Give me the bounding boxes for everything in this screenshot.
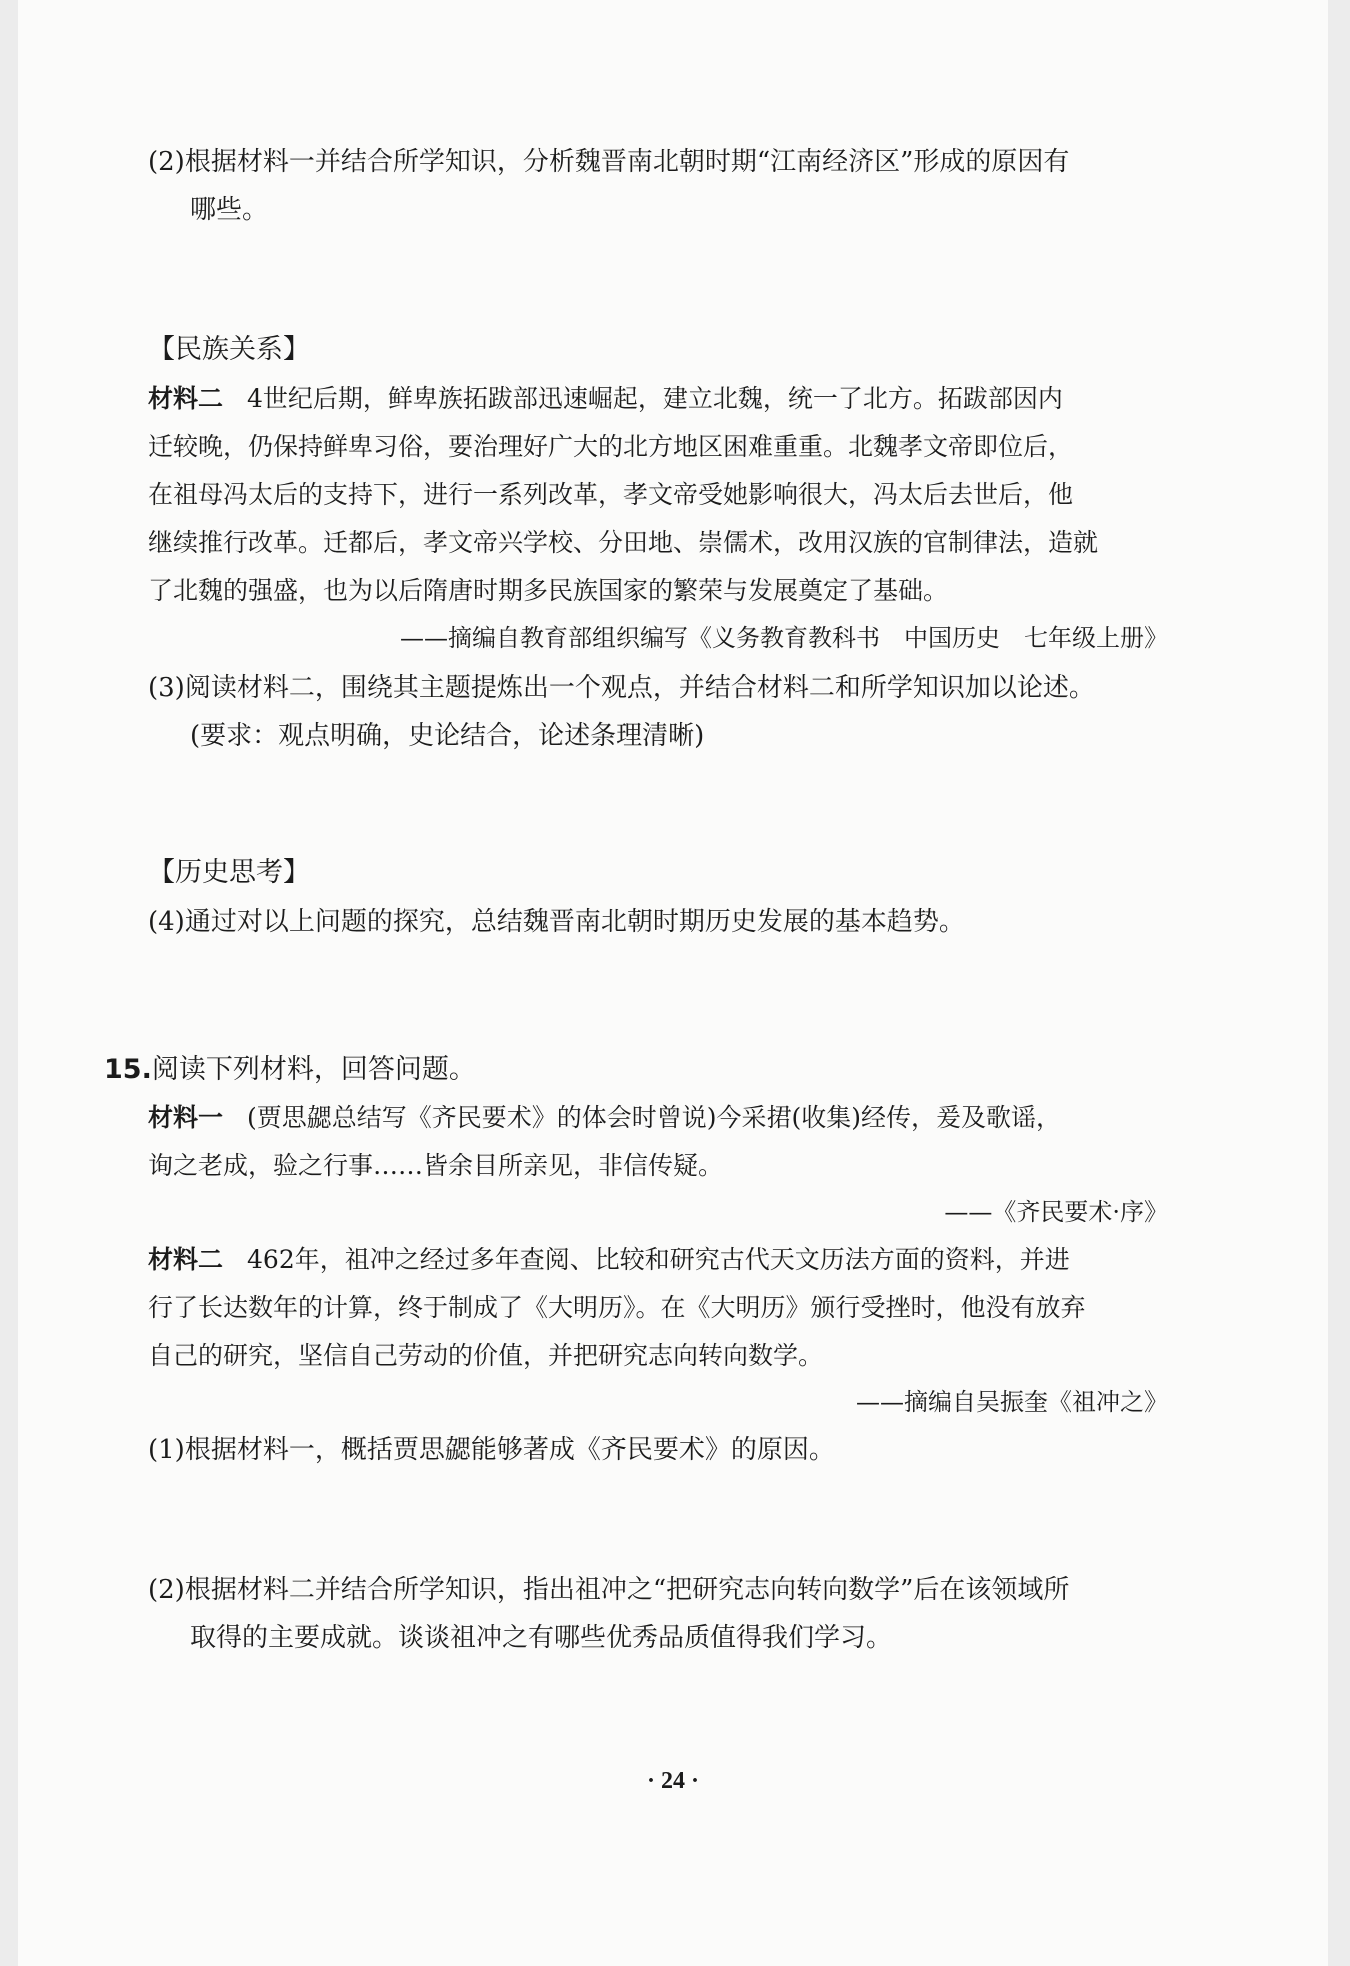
section-heading-ethnic-relations: 【民族关系】 <box>148 334 310 365</box>
question-text-line: 取得的主要成就。谈谈祖冲之有哪些优秀品质值得我们学习。 <box>190 1623 893 1653</box>
question-14-3 <box>148 664 1168 760</box>
material-text: 462年，祖冲之经过多年查阅、比较和研究古代天文历法方面的资料，并进 <box>247 1245 1070 1274</box>
material-line: 继续推行改革。迁都后，孝文帝兴学校、分田地、崇儒术，改用汉族的官制律法，造就 <box>148 528 1099 557</box>
material-line <box>148 1094 1163 1142</box>
question-14-4: (4)通过对以上问题的探究，总结魏晋南北朝时期历史发展的基本趋势。 <box>148 907 965 937</box>
material-text: 4世纪后期，鲜卑族拓跋部迅速崛起，建立北魏，统一了北方。拓跋部因内 <box>247 384 1063 413</box>
question-text-line: (要求：观点明确，史论结合，论述条理清晰) <box>190 721 705 751</box>
material-line: 自己的研究，坚信自己劳动的价值，并把研究志向转向数学。 <box>148 1341 824 1370</box>
material-label: 材料一 <box>148 1103 224 1132</box>
document-page <box>18 0 1328 1966</box>
material-line: 行了长达数年的计算，终于制成了《大明历》。在《大明历》颁行受挫时，他没有放弃 <box>148 1293 1086 1322</box>
q15-material-2 <box>148 1236 1163 1380</box>
material-source: ——《齐民要术·序》 <box>944 1198 1168 1226</box>
question-text-line: 哪些。 <box>190 195 269 225</box>
question-15 <box>104 1046 476 1094</box>
material-text: (贾思勰总结写《齐民要术》的体会时曾说)今采捃(收集)经传，爰及歌谣， <box>247 1103 1062 1132</box>
material-line <box>148 1236 1163 1284</box>
material-line <box>148 375 1163 423</box>
question-number: 15. <box>104 1054 152 1085</box>
question-text-line: (3)阅读材料二，围绕其主题提炼出一个观点，并结合材料二和所学知识加以论述。 <box>148 673 1095 703</box>
material-label: 材料二 <box>148 1245 224 1274</box>
material-line: 在祖母冯太后的支持下，进行一系列改革，孝文帝受她影响很大，冯太后去世后，他 <box>148 480 1074 509</box>
material-source: ——摘编自教育部组织编写《义务教育教科书 中国历史 七年级上册》 <box>400 624 1168 652</box>
question-text-line: (2)根据材料一并结合所学知识，分析魏晋南北朝时期“江南经济区”形成的原因有 <box>148 147 1070 177</box>
question-14-2 <box>148 138 1168 234</box>
q15-material-1 <box>148 1094 1163 1190</box>
material-line: 迁较晚，仍保持鲜卑习俗，要治理好广大的北方地区困难重重。北魏孝文帝即位后， <box>148 432 1074 461</box>
material-line: 了北魏的强盛，也为以后隋唐时期多民族国家的繁荣与发展奠定了基础。 <box>148 576 949 605</box>
material-line: 询之老成，验之行事……皆余目所亲见，非信传疑。 <box>148 1151 724 1180</box>
material-source: ——摘编自吴振奎《祖冲之》 <box>856 1388 1168 1416</box>
section-heading-history-thinking: 【历史思考】 <box>148 857 310 888</box>
question-text-line: (2)根据材料二并结合所学知识，指出祖冲之“把研究志向转向数学”后在该领域所 <box>148 1575 1070 1605</box>
question-15-1: (1)根据材料一，概括贾思勰能够著成《齐民要术》的原因。 <box>148 1435 835 1465</box>
question-15-2 <box>148 1566 1168 1662</box>
material-label: 材料二 <box>148 384 224 413</box>
material-2-ethnic <box>148 375 1163 615</box>
question-prompt: 阅读下列材料，回答问题。 <box>151 1054 476 1085</box>
page-number: · 24 · <box>646 1768 699 1794</box>
